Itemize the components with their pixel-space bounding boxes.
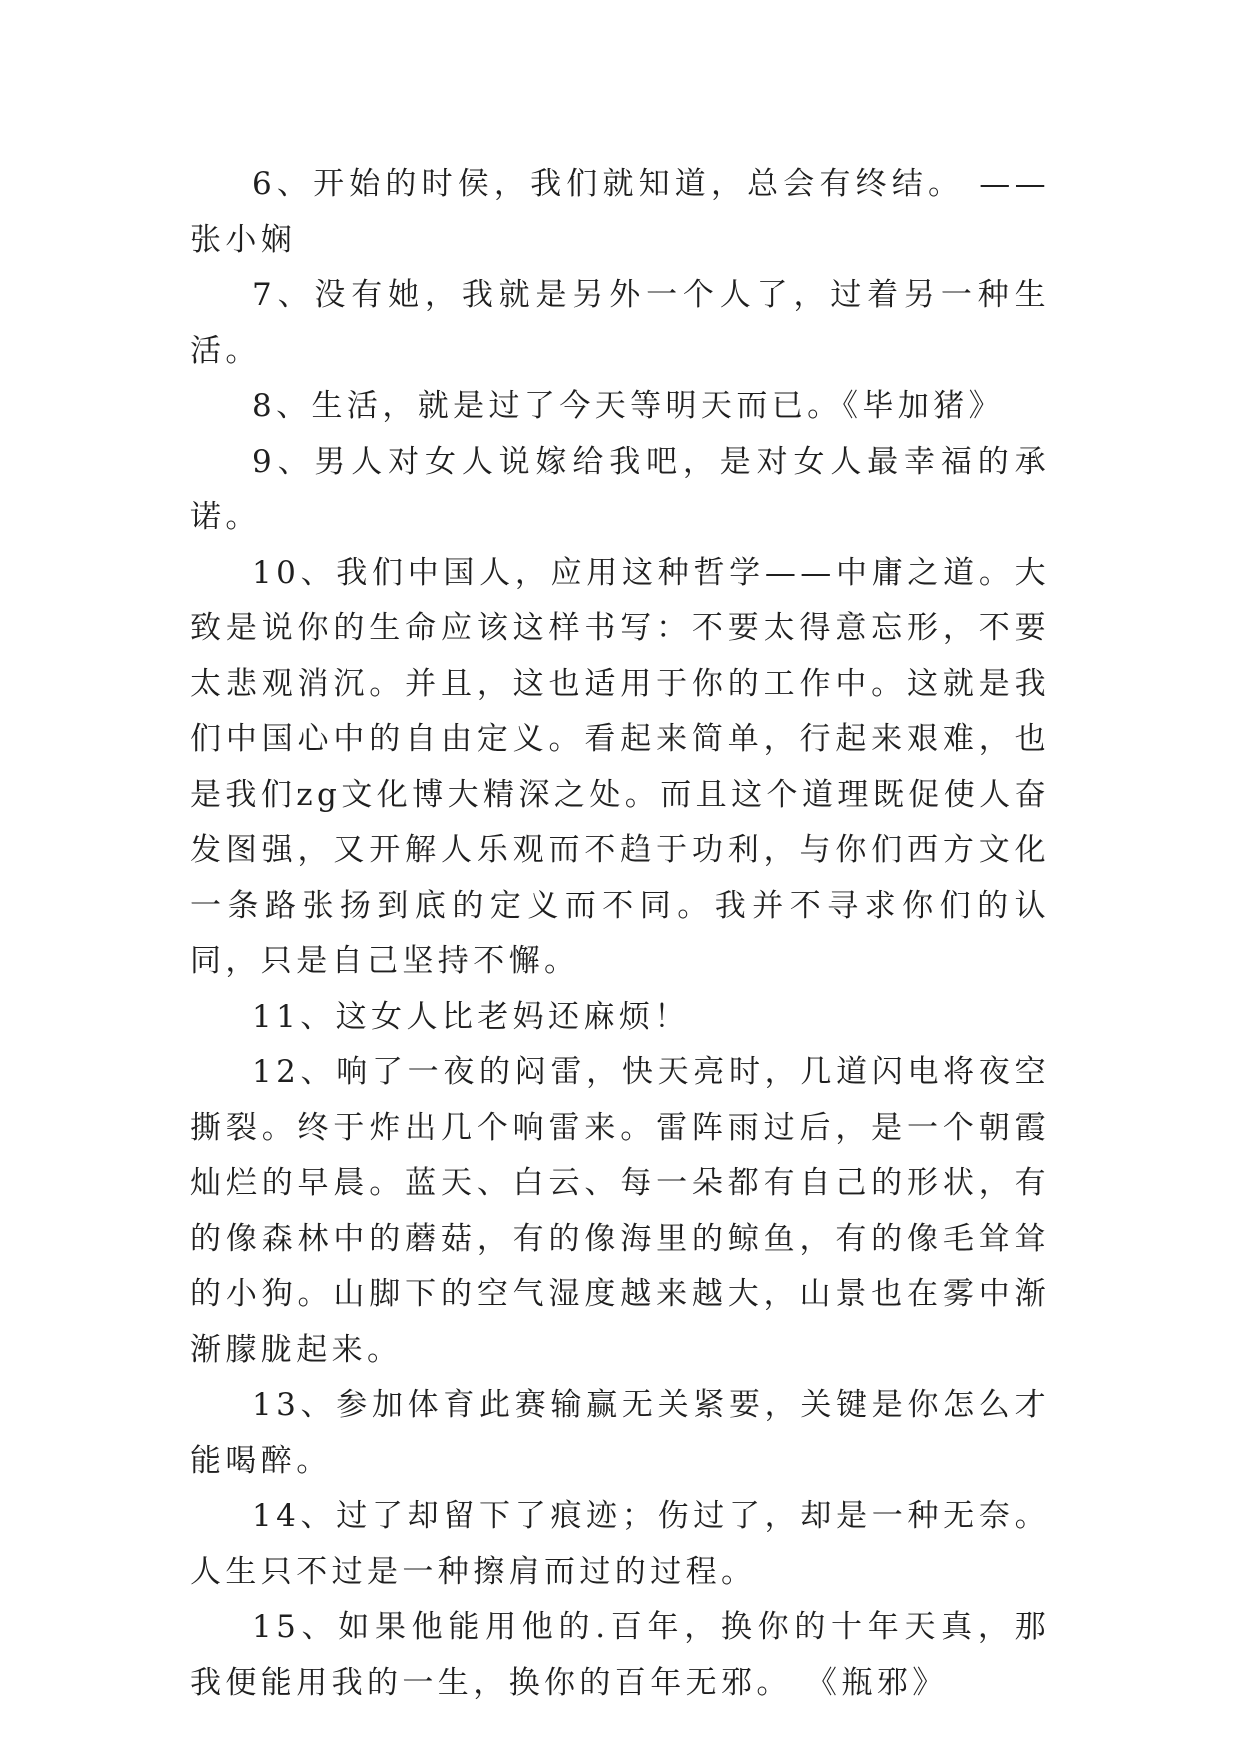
paragraph-13: 13、参加体育此赛输赢无关紧要，关键是你怎么才能喝醉。 [190,1387,1050,1479]
paragraph-6: 6、开始的时侯，我们就知道，总会有终结。 ——张小娴 [190,166,1050,258]
paragraph-15: 15、如果他能用他的.百年，换你的十年天真，那我便能用我的一生，换你的百年无邪。 《瓶邪》 [190,1609,1050,1701]
paragraph-11: 11、这女人比老妈还麻烦！ [252,998,690,1035]
paragraph-14: 14、过了却留下了痕迹；伤过了，却是一种无奈。人生只不过是一种擦肩而过的过程。 [190,1498,1050,1590]
paragraph-12: 12、响了一夜的闷雷，快天亮时，几道闪电将夜空撕裂。终于炸出几个响雷来。雷阵雨过后，是一个朝霞灿烂的早晨。蓝天、白云、每一朵都有自己的形状，有的像森林中的蘑菇，有的像海里的鲸鱼，有的像毛耸耸的小狗。山脚下的空气湿度越来越大，山景也在雾中渐渐朦胧起来。 [190,1054,1050,1368]
document-body [190,157,1050,1711]
paragraph-9: 9、男人对女人说嫁给我吧，是对女人最幸福的承诺。 [190,443,1050,535]
paragraph-8: 8、生活，就是过了今天等明天而已。《毕加猪》 [252,388,1005,424]
paragraph-10: 10、我们中国人，应用这种哲学——中庸之道。大致是说你的生命应该这样书写：不要太得意忘形，不要太悲观消沉。并且，这也适用于你的工作中。这就是我们中国心中的自由定义。看起来简单，行起来艰难，也是我们zg文化博大精深之处。而且这个道理既促使人奋发图强，又开解人乐观而不趋于功利，与你们西方文化一条路张扬到底的定义而不同。我并不寻求你们的认同，只是自己坚持不懈。 [190,554,1050,979]
paragraph-7: 7、没有她，我就是另外一个人了，过着另一种生活。 [190,277,1050,369]
